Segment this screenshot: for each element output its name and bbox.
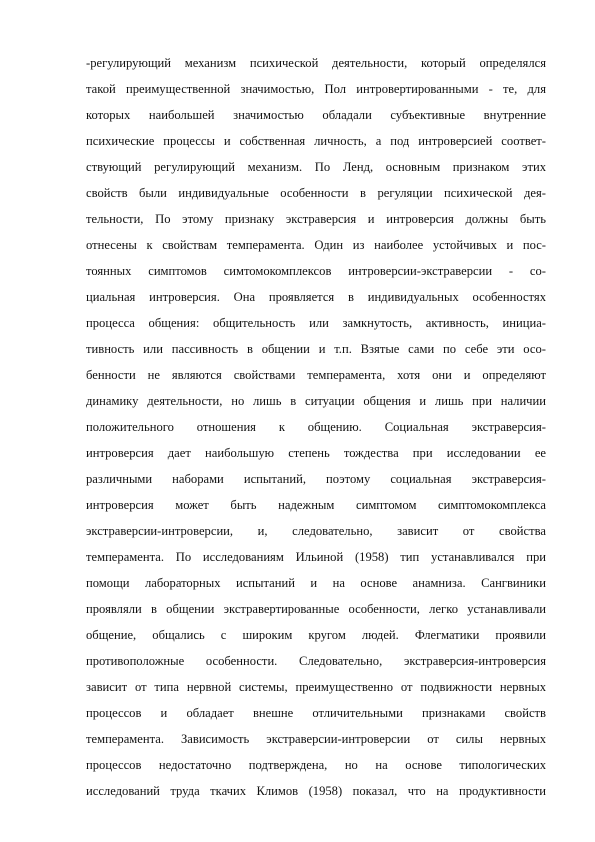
text-line: зависит от типа нервной системы, преимущественно от подвижности нервных	[86, 680, 546, 694]
text-line: различными наборами испытаний, поэтому социальная экстраверсия-	[86, 472, 546, 486]
text-line: положительного отношения к общению. Социальная экстраверсия-	[86, 420, 546, 434]
text-line: -регулирующий механизм психической деятельности, который определялся	[86, 56, 546, 70]
text-line: отнесены к свойствам темперамента. Один из наиболее устойчивых и пос-	[86, 238, 546, 252]
text-line: тоянных симптомов симтомокомплексов интроверсии-экстраверсии - со-	[86, 264, 546, 278]
text-line: процесса общения: общительность или замкнутость, активность, инициа-	[86, 316, 546, 330]
text-line: тивность или пассивность в общении и т.п. Взятые сами по себе эти осо-	[86, 342, 546, 356]
text-line: помощи лабораторных испытаний и на основе анамниза. Сангвиники	[86, 576, 546, 590]
text-line: проявляли в общении экстравертированные особенности, легко устанавливали	[86, 602, 546, 616]
text-line: циальная интроверсия. Она проявляется в индивидуальных особенностях	[86, 290, 546, 304]
body-text	[86, 50, 546, 804]
text-line: тельности, По этому признаку экстраверсия и интроверсия должны быть	[86, 212, 546, 226]
text-line: противоположные особенности. Следовательно, экстраверсия-интроверсия	[86, 654, 546, 668]
text-line: экстраверсии-интроверсии, и, следовательно, зависит от свойства	[86, 524, 546, 538]
text-line: такой преимущественной значимостью, Пол интровертированными - те, для	[86, 82, 546, 96]
text-line: психические процессы и собственная личность, а под интроверсией соответ-	[86, 134, 546, 148]
text-line: темперамента. По исследованиям Ильиной (1958) тип устанавливался при	[86, 550, 546, 564]
text-line: интроверсия дает наибольшую степень тождества при исследовании ее	[86, 446, 546, 460]
text-line: общение, общались с широким кругом людей. Флегматики проявили	[86, 628, 546, 642]
text-line: процессов и обладает внешне отличительными признаками свойств	[86, 706, 546, 720]
text-line: процессов недостаточно подтверждена, но на основе типологических	[86, 758, 546, 772]
text-line: интроверсия может быть надежным симптомом симптомокомплекса	[86, 498, 546, 512]
text-line: свойств были индивидуальные особенности в регуляции психической дея-	[86, 186, 546, 200]
text-line: динамику деятельности, но лишь в ситуации общения и лишь при наличии	[86, 394, 546, 408]
text-line: ствующий регулирующий механизм. По Ленд, основным признаком этих	[86, 160, 546, 174]
text-line: темперамента. Зависимость экстраверсии-интроверсии от силы нервных	[86, 732, 546, 746]
text-line: исследований труда ткачих Климов (1958) показал, что на продуктивности	[86, 784, 546, 798]
text-line: бенности не являются свойствами темперамента, хотя они и определяют	[86, 368, 546, 382]
text-line: которых наибольшей значимостью обладали субъективные внутренние	[86, 108, 546, 122]
